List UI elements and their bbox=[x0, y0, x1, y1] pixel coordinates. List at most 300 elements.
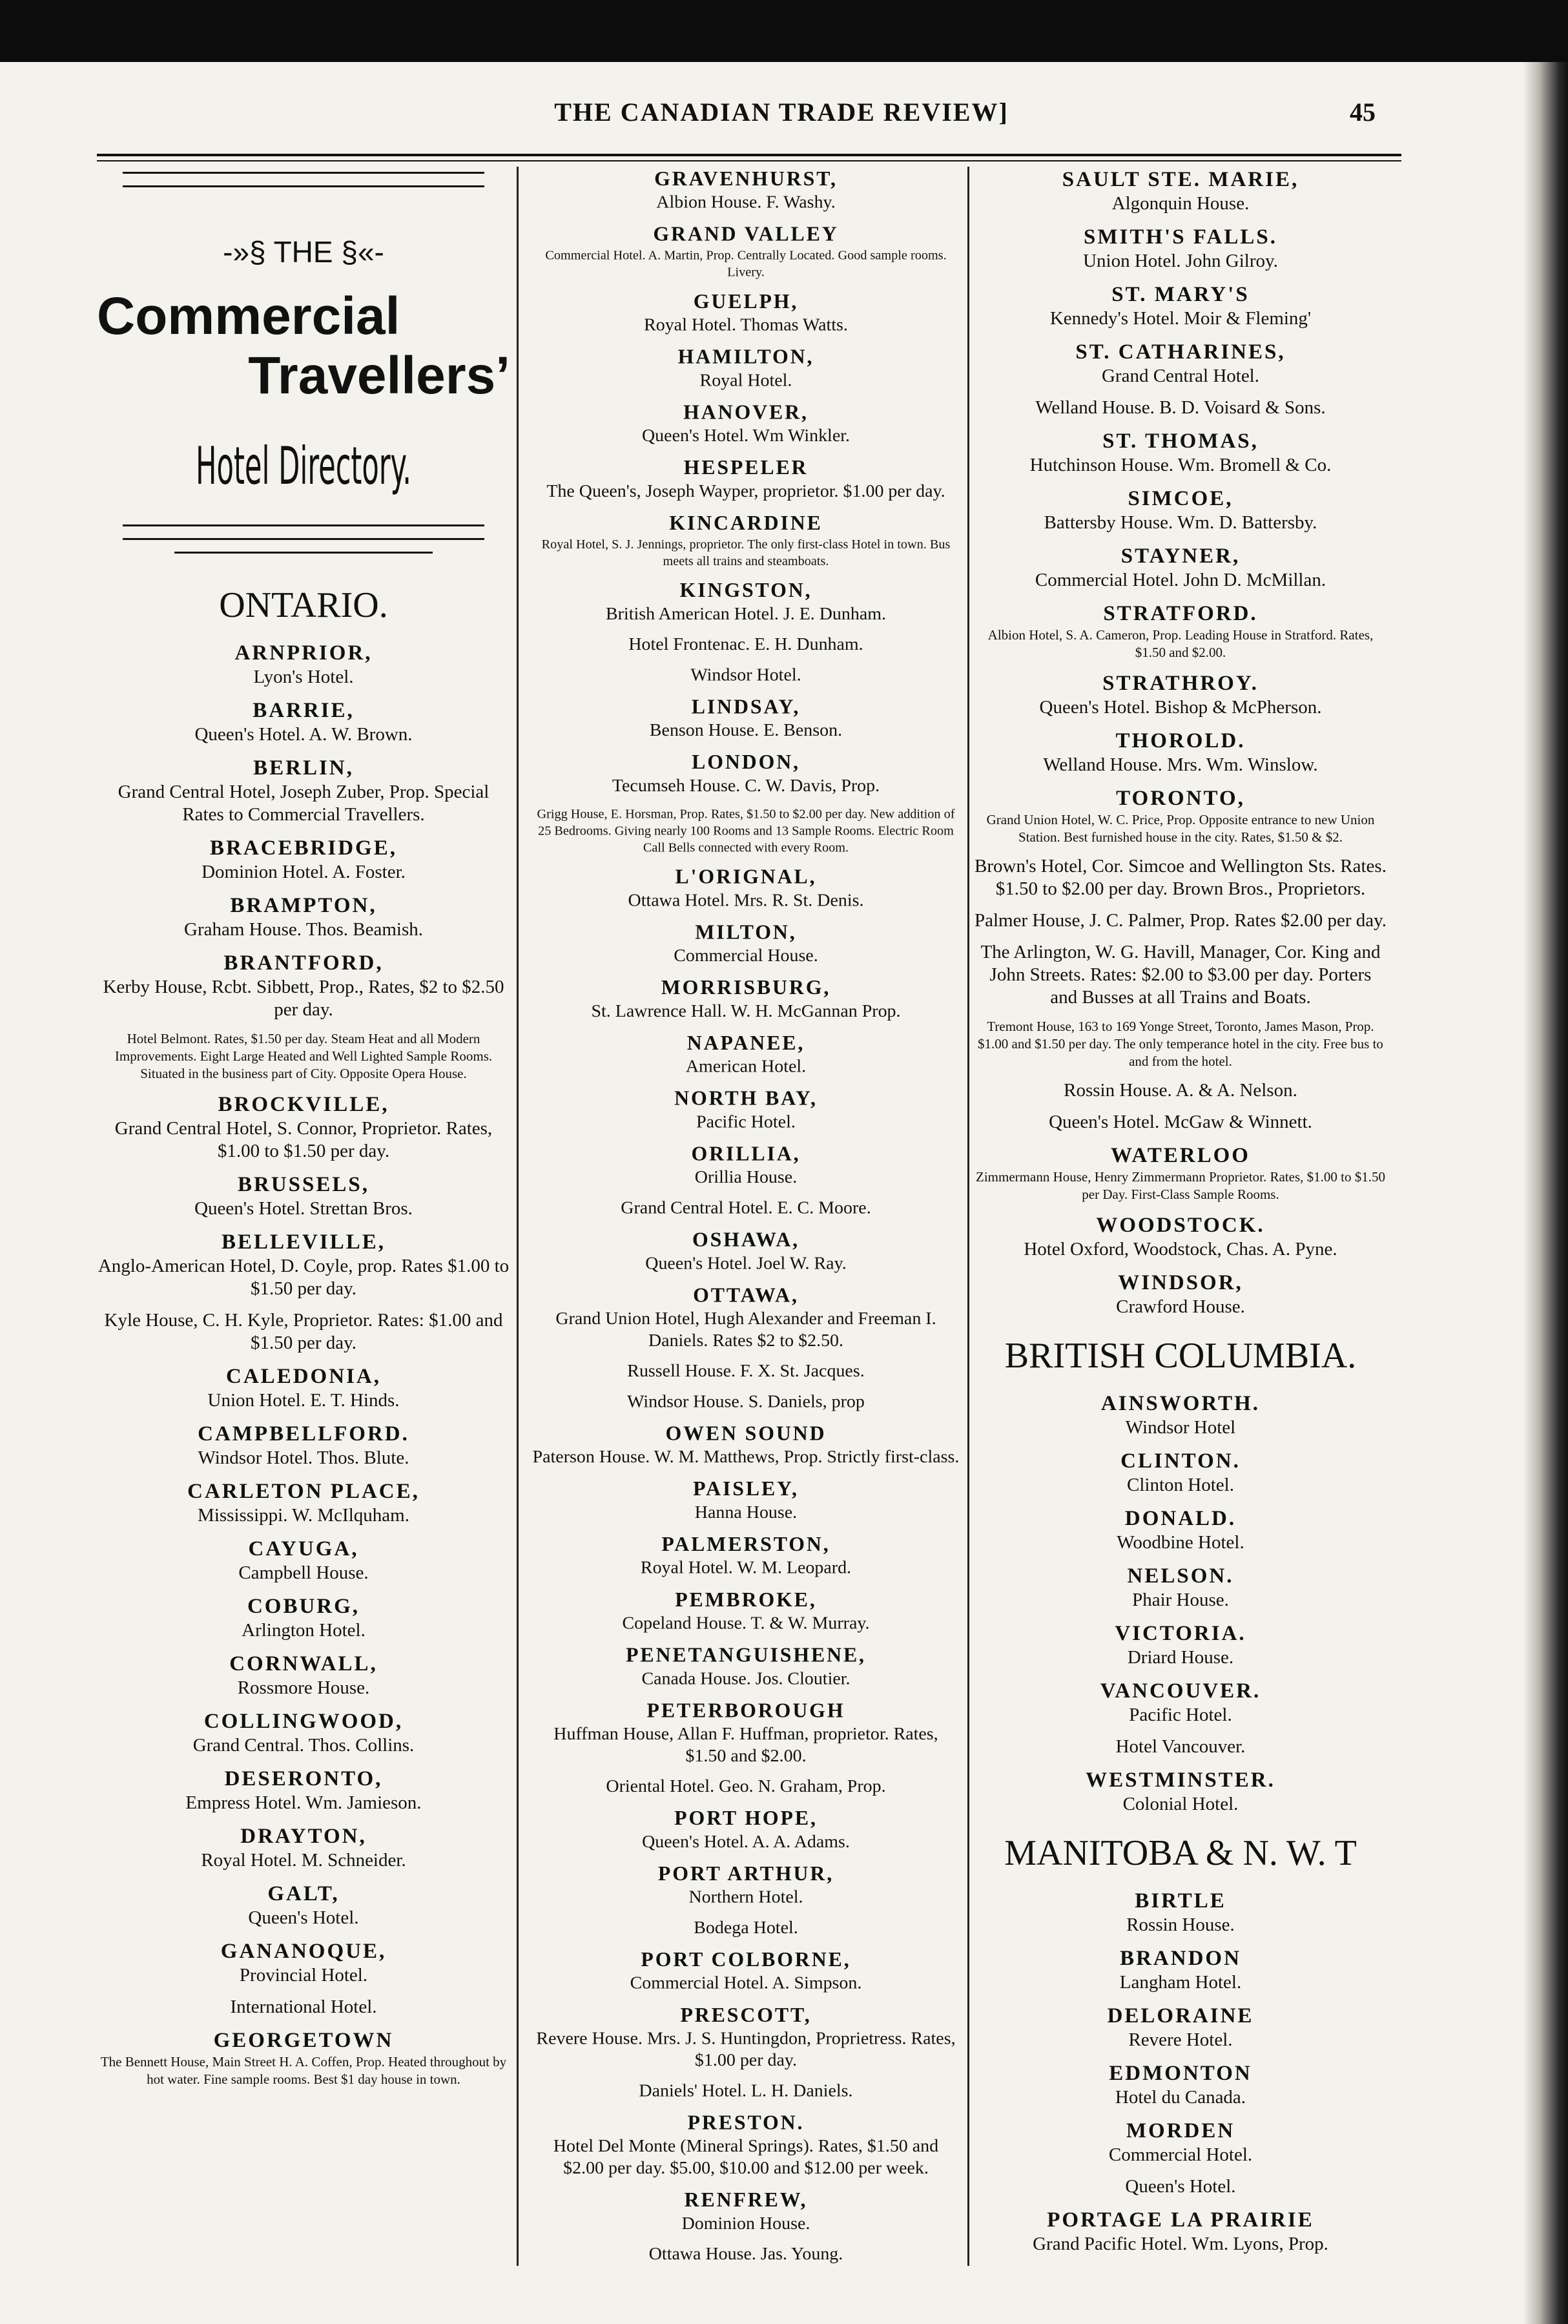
hotel-details: The Arlington, W. G. Havill, Manager, Cor. King and John Streets. Rates: $2.00 to $3.00 per day. Porters and Busses at all Trains and Boats. bbox=[980, 942, 1381, 1008]
hotel-details: Commercial Hotel. A. Simpson. bbox=[630, 1973, 862, 1993]
hotel-details: Dominion Hotel. A. Foster. bbox=[201, 862, 406, 882]
town-name: WINDSOR, bbox=[1118, 1271, 1243, 1294]
town-name: NELSON. bbox=[1127, 1564, 1234, 1588]
hotel-details: Provincial Hotel. bbox=[239, 1965, 368, 1986]
hotel-listing bbox=[974, 855, 1387, 900]
hotel-listing bbox=[531, 1283, 960, 1351]
hotel-details: Algonquin House. bbox=[1111, 193, 1250, 214]
hotel-listing bbox=[531, 634, 960, 656]
hotel-listing bbox=[531, 2243, 960, 2265]
hotel-details: Royal Hotel. M. Schneider. bbox=[201, 1850, 406, 1871]
town-name: CALEDONIA, bbox=[226, 1365, 381, 1388]
hotel-listing bbox=[97, 2028, 510, 2088]
town-name: NORTH BAY, bbox=[674, 1087, 818, 1110]
hotel-details: Royal Hotel. W. M. Leopard. bbox=[640, 1557, 852, 1578]
hotel-listing bbox=[974, 1506, 1387, 1554]
town-name: KINGSTON, bbox=[679, 579, 812, 602]
hotel-listing bbox=[531, 664, 960, 686]
hotel-details: Hotel Belmont. Rates, $1.50 per day. Steam Heat and all Modern Improvements. Eight Large Heated and Well Lighted Sample Rooms. Situated in the business part of City. Opposite Opera House. bbox=[114, 1031, 493, 1081]
hotel-details: Palmer House, J. C. Palmer, Prop. Rates $2.00 per day. bbox=[974, 910, 1387, 931]
hotel-listing bbox=[974, 1111, 1387, 1134]
town-name: DESERONTO, bbox=[224, 1767, 383, 1790]
hotel-listing bbox=[97, 1030, 510, 1083]
hotel-listing bbox=[531, 2003, 960, 2071]
hotel-details: Welland House. Mrs. Wm. Winslow. bbox=[1043, 754, 1318, 775]
hotel-details: Crawford House. bbox=[1116, 1296, 1245, 1317]
hotel-details: Union Hotel. John Gilroy. bbox=[1083, 251, 1278, 271]
hotel-details: Commercial House. bbox=[674, 945, 818, 966]
hotel-listing bbox=[97, 1229, 510, 1300]
hotel-listing bbox=[531, 1391, 960, 1413]
hotel-details: Grand Central Hotel. E. C. Moore. bbox=[621, 1198, 871, 1218]
hotel-listing bbox=[974, 1018, 1387, 1070]
town-name: L'ORIGNAL, bbox=[675, 866, 817, 889]
hotel-listing bbox=[531, 345, 960, 391]
hotel-listing bbox=[97, 1092, 510, 1163]
hotel-listing bbox=[531, 1643, 960, 1690]
town-name: ST. THOMAS, bbox=[1102, 430, 1259, 453]
hotel-details: Arlington Hotel. bbox=[242, 1620, 366, 1641]
hotel-details: Windsor Hotel. bbox=[690, 665, 801, 685]
hotel-details: Huffman House, Allan F. Huffman, proprietor. Rates, $1.50 and $2.00. bbox=[553, 1723, 938, 1766]
hotel-listing bbox=[531, 400, 960, 447]
town-name: WESTMINSTER. bbox=[1086, 1769, 1275, 1792]
directory-title bbox=[97, 172, 510, 560]
town-name: STRATFORD. bbox=[1103, 602, 1258, 625]
hotel-listing bbox=[974, 1079, 1387, 1102]
town-name: GALT, bbox=[267, 1882, 340, 1905]
hotel-listing bbox=[97, 755, 510, 826]
town-name: WATERLOO bbox=[1111, 1144, 1250, 1167]
town-name: AINSWORTH. bbox=[1100, 1392, 1261, 1415]
town-name: HESPELER bbox=[683, 457, 809, 479]
hotel-listing bbox=[974, 1270, 1387, 1318]
directory-word-hotel-directory: Hotel Directory. bbox=[196, 436, 411, 496]
town-name: PORT ARTHUR, bbox=[657, 1862, 834, 1885]
town-name: PORT COLBORNE, bbox=[641, 1948, 851, 1971]
town-name: SAULT STE. MARIE, bbox=[1062, 168, 1299, 191]
hotel-details: Northern Hotel. bbox=[688, 1887, 803, 1907]
hotel-listing bbox=[531, 1228, 960, 1274]
hotel-listing bbox=[97, 893, 510, 941]
town-name: BRAMPTON, bbox=[230, 894, 377, 917]
hotel-listing bbox=[531, 1947, 960, 1994]
town-name: BRACEBRIDGE, bbox=[210, 836, 397, 860]
hotel-listing bbox=[974, 486, 1387, 534]
region-heading: MANITOBA & N. W. T bbox=[1004, 1833, 1357, 1873]
hotel-listing bbox=[97, 1593, 510, 1642]
town-name: COLLINGWOOD, bbox=[203, 1710, 404, 1733]
hotel-listing bbox=[531, 1360, 960, 1382]
town-name: STRATHROY. bbox=[1102, 672, 1259, 695]
hotel-details: Windsor Hotel bbox=[1125, 1417, 1236, 1438]
town-name: SIMCOE, bbox=[1128, 487, 1233, 510]
hotel-listing bbox=[97, 1364, 510, 1412]
hotel-details: Windsor House. S. Daniels, prop bbox=[627, 1391, 865, 1412]
region-heading: BRITISH COLUMBIA. bbox=[1004, 1336, 1357, 1376]
town-name: DELORAINE bbox=[1107, 2004, 1254, 2028]
hotel-details: Rossin House. A. & A. Nelson. bbox=[1064, 1080, 1297, 1101]
town-name: LINDSAY, bbox=[691, 696, 801, 719]
scan-right-edge bbox=[1523, 62, 1568, 2324]
hotel-listing bbox=[97, 1172, 510, 1220]
hotel-details: Orillia House. bbox=[694, 1167, 798, 1187]
town-name: BARRIE, bbox=[253, 699, 355, 722]
hotel-listing bbox=[531, 2080, 960, 2102]
hotel-details: Kerby House, Rcbt. Sibbett, Prop., Rates, $2 to $2.50 per day. bbox=[103, 977, 504, 1020]
hotel-details: The Queen's, Joseph Wayper, proprietor. $1.00 per day. bbox=[546, 481, 945, 501]
hotel-details: Grand Central Hotel. bbox=[1101, 366, 1259, 386]
hotel-listing bbox=[974, 2060, 1387, 2109]
hotel-listing bbox=[974, 941, 1387, 1009]
hotel-details: Queen's Hotel. A. A. Adams. bbox=[642, 1831, 850, 1852]
town-name: PORTAGE LA PRAIRIE bbox=[1047, 2208, 1314, 2232]
hotel-listing bbox=[531, 1806, 960, 1852]
town-name: PRESTON. bbox=[687, 2111, 805, 2135]
hotel-details: Pacific Hotel. bbox=[1129, 1705, 1232, 1725]
hotel-details: Revere House. Mrs. J. S. Huntingdon, Proprietress. Rates, $1.00 per day. bbox=[536, 2028, 956, 2070]
town-name: CAMPBELLFORD. bbox=[198, 1422, 409, 1446]
town-name: HANOVER, bbox=[683, 401, 809, 424]
town-name: KINCARDINE bbox=[669, 512, 823, 535]
region-heading: ONTARIO. bbox=[219, 585, 388, 625]
hotel-listing bbox=[974, 1621, 1387, 1669]
town-name: CARLETON PLACE, bbox=[187, 1480, 420, 1503]
hotel-listing bbox=[531, 578, 960, 625]
hotel-listing bbox=[974, 670, 1387, 719]
town-name: BRUSSELS, bbox=[237, 1173, 369, 1196]
hotel-listing bbox=[531, 1862, 960, 1908]
town-name: GRAVENHURST, bbox=[654, 167, 838, 191]
hotel-details: Oriental Hotel. Geo. N. Graham, Prop. bbox=[606, 1776, 886, 1796]
hotel-listing bbox=[531, 1917, 960, 1939]
column-2 bbox=[531, 167, 960, 2274]
hotel-listing bbox=[97, 1766, 510, 1814]
hotel-listing bbox=[97, 1708, 510, 1757]
hotel-listing bbox=[974, 282, 1387, 330]
hotel-listing bbox=[531, 222, 960, 281]
town-name: BROCKVILLE, bbox=[218, 1093, 389, 1116]
hotel-listing bbox=[974, 2207, 1387, 2256]
town-name: EDMONTON bbox=[1109, 2062, 1252, 2085]
column-3 bbox=[974, 167, 1387, 2265]
hotel-listing bbox=[974, 1448, 1387, 1497]
hotel-listing bbox=[97, 640, 510, 689]
town-name: RENFREW, bbox=[684, 2189, 808, 2212]
hotel-listing bbox=[974, 224, 1387, 273]
hotel-listing bbox=[531, 865, 960, 911]
hotel-listing bbox=[97, 1536, 510, 1584]
hotel-details: Ottawa Hotel. Mrs. R. St. Denis. bbox=[628, 890, 864, 911]
hotel-listing bbox=[974, 1888, 1387, 1936]
town-name: PENETANGUISHENE, bbox=[626, 1644, 866, 1667]
town-name: NAPANEE, bbox=[686, 1032, 805, 1055]
hotel-details: Daniels' Hotel. L. H. Daniels. bbox=[639, 2080, 853, 2101]
hotel-details: Grand Central Hotel, S. Connor, Proprietor. Rates, $1.00 to $1.50 per day. bbox=[114, 1118, 493, 1161]
hotel-listing bbox=[974, 2175, 1387, 2198]
town-name: OWEN SOUND bbox=[665, 1422, 827, 1446]
town-name: STAYNER, bbox=[1120, 545, 1241, 568]
hotel-details: Tecumseh House. C. W. Davis, Prop. bbox=[612, 775, 880, 796]
hotel-details: British American Hotel. J. E. Dunham. bbox=[605, 603, 887, 624]
hotel-details: Hutchinson House. Wm. Bromell & Co. bbox=[1029, 455, 1332, 475]
hotel-details: Lyon's Hotel. bbox=[253, 667, 354, 687]
page-header bbox=[0, 97, 1568, 155]
hotel-listing bbox=[974, 601, 1387, 661]
column-divider bbox=[967, 167, 969, 2266]
hotel-listing bbox=[531, 167, 960, 213]
town-name: TORONTO, bbox=[1116, 787, 1245, 810]
hotel-listing bbox=[974, 1212, 1387, 1261]
hotel-details: Hotel Oxford, Woodstock, Chas. A. Pyne. bbox=[1024, 1239, 1337, 1260]
town-name: MORDEN bbox=[1126, 2119, 1235, 2142]
hotel-details: Queen's Hotel. Bishop & McPherson. bbox=[1039, 697, 1322, 718]
hotel-listing bbox=[531, 1477, 960, 1523]
hotel-details: Brown's Hotel, Cor. Simcoe and Wellington Sts. Rates. $1.50 to $2.00 per day. Brown Bros., Proprietors. bbox=[975, 856, 1387, 899]
hotel-listing bbox=[531, 1776, 960, 1798]
hotel-details: Phair House. bbox=[1132, 1590, 1229, 1610]
hotel-listing bbox=[531, 1031, 960, 1077]
hotel-listing bbox=[974, 728, 1387, 776]
hotel-listing bbox=[531, 750, 960, 796]
hotel-details: American Hotel. bbox=[685, 1056, 807, 1077]
hotel-details: Clinton Hotel. bbox=[1127, 1475, 1234, 1495]
hotel-listing bbox=[531, 975, 960, 1022]
hotel-details: Windsor Hotel. Thos. Blute. bbox=[198, 1447, 409, 1468]
page-number: 45 bbox=[1350, 98, 1376, 127]
hotel-details: Queen's Hotel. Wm Winkler. bbox=[641, 426, 850, 446]
hotel-listing bbox=[974, 1563, 1387, 1612]
town-name: PORT HOPE, bbox=[674, 1807, 818, 1830]
town-name: ST. CATHARINES, bbox=[1075, 340, 1286, 364]
hotel-details: Kyle House, C. H. Kyle, Proprietor. Rates: $1.00 and $1.50 per day. bbox=[104, 1310, 503, 1353]
hotel-listing bbox=[974, 397, 1387, 419]
hotel-listing bbox=[974, 1678, 1387, 1727]
hotel-details: Grand Central Hotel, Joseph Zuber, Prop. Special Rates to Commercial Travellers. bbox=[118, 782, 490, 825]
hotel-details: Battersby House. Wm. D. Battersby. bbox=[1044, 512, 1317, 533]
town-name: OSHAWA, bbox=[692, 1229, 800, 1252]
hotel-listing bbox=[97, 1651, 510, 1699]
hotel-listing bbox=[974, 1391, 1387, 1439]
hotel-details: Tremont House, 163 to 169 Yonge Street, Toronto, James Mason, Prop. $1.00 and $1.50 per day. The only temperance hotel in the city. Free bus to and from the hotel. bbox=[978, 1019, 1383, 1069]
hotel-details: Rossmore House. bbox=[237, 1677, 370, 1698]
hotel-listing bbox=[97, 1938, 510, 1987]
hotel-listing bbox=[974, 339, 1387, 388]
hotel-details: Woodbine Hotel. bbox=[1117, 1532, 1244, 1553]
hotel-details: Rossin House. bbox=[1126, 1914, 1235, 1935]
hotel-details: The Bennett House, Main Street H. A. Coffen, Prop. Heated throughout by hot water. Fine sample rooms. Best $1 day house in town. bbox=[100, 2054, 507, 2087]
hotel-details: Grand Pacific Hotel. Wm. Lyons, Prop. bbox=[1033, 2234, 1328, 2254]
hotel-listing bbox=[974, 1143, 1387, 1203]
hotel-listing bbox=[974, 2003, 1387, 2051]
hotel-listing bbox=[97, 1309, 510, 1354]
town-name: WOODSTOCK. bbox=[1096, 1214, 1265, 1237]
town-name: MILTON, bbox=[695, 921, 797, 944]
town-name: SMITH'S FALLS. bbox=[1084, 225, 1277, 249]
hotel-listing bbox=[531, 2188, 960, 2234]
hotel-listing bbox=[97, 1996, 510, 2018]
hotel-listing bbox=[531, 1421, 960, 1468]
town-name: GEORGETOWN bbox=[213, 2029, 394, 2052]
town-name: PETERBOROUGH bbox=[646, 1699, 845, 1723]
hotel-details: Empress Hotel. Wm. Jamieson. bbox=[185, 1792, 422, 1813]
town-name: DONALD. bbox=[1124, 1507, 1237, 1530]
hotel-listing bbox=[531, 805, 960, 856]
hotel-details: Grand Central. Thos. Collins. bbox=[192, 1735, 415, 1756]
hotel-details: Hotel du Canada. bbox=[1115, 2087, 1246, 2108]
hotel-listing bbox=[531, 1086, 960, 1133]
town-name: GUELPH, bbox=[693, 290, 799, 313]
hotel-listing bbox=[974, 1736, 1387, 1758]
hotel-details: Paterson House. W. M. Matthews, Prop. Strictly first-class. bbox=[532, 1446, 960, 1467]
header-rule bbox=[97, 154, 1401, 156]
hotel-listing bbox=[974, 1767, 1387, 1816]
hotel-listing bbox=[531, 1698, 960, 1767]
hotel-details: St. Lawrence Hall. W. H. McGannan Prop. bbox=[591, 1001, 901, 1021]
hotel-details: Commercial Hotel. A. Martin, Prop. Centrally Located. Good sample rooms. Livery. bbox=[545, 247, 947, 280]
column-divider bbox=[517, 167, 519, 2266]
hotel-details: Commercial Hotel. bbox=[1108, 2144, 1253, 2165]
hotel-details: Zimmermann House, Henry Zimmermann Proprietor. Rates, $1.00 to $1.50 per Day. First-Class Sample Rooms. bbox=[976, 1169, 1385, 1202]
hotel-details: Grand Union Hotel, W. C. Price, Prop. Opposite entrance to new Union Station. Best furnished house in the city. Rates, $1.50 & $2. bbox=[986, 812, 1375, 845]
hotel-listing bbox=[974, 543, 1387, 592]
hotel-details: Queen's Hotel. bbox=[1125, 2176, 1236, 2197]
hotel-details: Revere Hotel. bbox=[1128, 2029, 1233, 2050]
hotel-listing bbox=[97, 698, 510, 746]
column-2-listings bbox=[531, 167, 960, 2265]
hotel-listing bbox=[97, 835, 510, 884]
hotel-listing bbox=[531, 2111, 960, 2179]
hotel-details: Queen's Hotel. Strettan Bros. bbox=[194, 1198, 413, 1219]
hotel-details: Dominion House. bbox=[681, 2213, 810, 2234]
hotel-details: Queen's Hotel. bbox=[248, 1907, 359, 1928]
hotel-details: Royal Hotel. Thomas Watts. bbox=[644, 315, 848, 335]
town-name: MORRISBURG, bbox=[661, 977, 831, 999]
hotel-listing bbox=[531, 289, 960, 336]
directory-word-travellers: Travellers’ bbox=[248, 346, 510, 405]
hotel-details: Driard House. bbox=[1127, 1647, 1234, 1668]
hotel-details: Grigg House, E. Horsman, Prop. Rates, $1.50 to $2.00 per day. New addition of 25 Bedrooms. Giving nearly 100 Rooms and 13 Sample Rooms. Electric Room Call Bells connected with every Room. bbox=[537, 806, 955, 855]
town-name: HAMILTON, bbox=[677, 346, 814, 369]
hotel-details: Hanna House. bbox=[694, 1502, 798, 1522]
hotel-details: Kennedy's Hotel. Moir & Fleming' bbox=[1049, 308, 1312, 329]
hotel-listing bbox=[97, 1478, 510, 1527]
hotel-details: Canada House. Jos. Cloutier. bbox=[641, 1668, 851, 1689]
directory-the: -»§ THE §«- bbox=[223, 235, 384, 269]
hotel-listing bbox=[974, 167, 1387, 215]
hotel-details: Grand Union Hotel, Hugh Alexander and Freeman I. Daniels. Rates $2 to $2.50. bbox=[555, 1308, 936, 1351]
town-name: PRESCOTT, bbox=[680, 2004, 812, 2027]
hotel-details: Campbell House. bbox=[238, 1562, 369, 1583]
hotel-details: Benson House. E. Benson. bbox=[649, 720, 843, 740]
hotel-details: Union Hotel. E. T. Hinds. bbox=[207, 1390, 400, 1411]
hotel-listing bbox=[531, 1142, 960, 1188]
town-name: BERLIN, bbox=[253, 756, 354, 780]
hotel-listing bbox=[974, 428, 1387, 477]
hotel-listing bbox=[531, 920, 960, 966]
column-1 bbox=[97, 167, 510, 2097]
hotel-details: Queen's Hotel. Joel W. Ray. bbox=[645, 1253, 847, 1274]
hotel-details: Copeland House. T. & W. Murray. bbox=[622, 1613, 870, 1634]
town-name: LONDON, bbox=[692, 751, 800, 774]
hotel-listing bbox=[531, 1197, 960, 1219]
town-name: THOROLD. bbox=[1115, 729, 1246, 752]
town-name: VICTORIA. bbox=[1115, 1622, 1246, 1645]
town-name: BIRTLE bbox=[1135, 1889, 1226, 1913]
hotel-details: Colonial Hotel. bbox=[1122, 1794, 1239, 1814]
town-name: DRAYTON, bbox=[240, 1825, 367, 1848]
town-name: PALMERSTON, bbox=[661, 1533, 830, 1556]
town-name: BRANDON bbox=[1120, 1947, 1241, 1970]
town-name: ST. MARY'S bbox=[1111, 283, 1250, 306]
hotel-listing bbox=[97, 950, 510, 1021]
town-name: CLINTON. bbox=[1120, 1449, 1241, 1473]
hotel-listing bbox=[531, 694, 960, 741]
column-1-listings bbox=[97, 582, 510, 2088]
hotel-details: Graham House. Thos. Beamish. bbox=[184, 919, 423, 940]
hotel-details: Royal Hotel, S. J. Jennings, proprietor. The only first-class Hotel in town. Bus meets all trains and steamboats. bbox=[541, 536, 951, 568]
hotel-details: Albion Hotel, S. A. Cameron, Prop. Leading House in Stratford. Rates, $1.50 and $2.00. bbox=[987, 627, 1374, 660]
hotel-details: International Hotel. bbox=[230, 1997, 377, 2017]
hotel-listing bbox=[974, 1945, 1387, 1994]
town-name: CAYUGA, bbox=[248, 1537, 359, 1561]
hotel-listing bbox=[531, 1532, 960, 1579]
hotel-listing bbox=[974, 2118, 1387, 2166]
town-name: BRANTFORD, bbox=[223, 951, 384, 975]
town-name: COBURG, bbox=[247, 1595, 360, 1618]
header-rule-thin bbox=[97, 160, 1401, 161]
hotel-details: Mississippi. W. McIlquham. bbox=[198, 1505, 409, 1526]
hotel-listing bbox=[974, 909, 1387, 932]
town-name: ORILLIA, bbox=[691, 1143, 801, 1166]
hotel-listing bbox=[97, 1881, 510, 1929]
town-name: GRAND VALLEY bbox=[653, 223, 839, 246]
hotel-details: Pacific Hotel. bbox=[696, 1112, 796, 1132]
hotel-listing bbox=[974, 785, 1387, 846]
hotel-details: Commercial Hotel. John D. McMillan. bbox=[1035, 570, 1326, 590]
hotel-details: Bodega Hotel. bbox=[694, 1917, 798, 1938]
town-name: PAISLEY, bbox=[693, 1478, 799, 1500]
hotel-listing bbox=[97, 1421, 510, 1469]
hotel-details: Hotel Del Monte (Mineral Springs). Rates, $1.50 and $2.00 per day. $5.00, $10.00 and $12.00 per week. bbox=[553, 2136, 939, 2178]
column-3-listings bbox=[974, 167, 1387, 2256]
town-name: ARNPRIOR, bbox=[234, 641, 373, 665]
hotel-details: Royal Hotel. bbox=[699, 370, 792, 391]
running-title: THE CANADIAN TRADE REVIEW] bbox=[554, 98, 1009, 127]
town-name: BELLEVILLE, bbox=[221, 1230, 386, 1254]
hotel-details: Queen's Hotel. McGaw & Winnett. bbox=[1049, 1112, 1312, 1132]
scan-top-border bbox=[0, 0, 1568, 62]
hotel-details: Anglo-American Hotel, D. Coyle, prop. Rates $1.00 to $1.50 per day. bbox=[98, 1256, 510, 1299]
hotel-listing bbox=[531, 511, 960, 570]
directory-word-commercial: Commercial bbox=[97, 287, 400, 346]
town-name: OTTAWA, bbox=[693, 1284, 799, 1307]
hotel-listing bbox=[531, 1588, 960, 1634]
hotel-details: Hotel Frontenac. E. H. Dunham. bbox=[628, 634, 863, 654]
hotel-listing bbox=[97, 1823, 510, 1872]
town-name: GANANOQUE, bbox=[220, 1940, 387, 1963]
hotel-details: Hotel Vancouver. bbox=[1115, 1736, 1246, 1757]
hotel-details: Russell House. F. X. St. Jacques. bbox=[627, 1360, 865, 1381]
hotel-details: Langham Hotel. bbox=[1119, 1972, 1242, 1993]
hotel-details: Albion House. F. Washy. bbox=[656, 192, 836, 213]
hotel-details: Ottawa House. Jas. Young. bbox=[648, 2243, 843, 2264]
town-name: VANCOUVER. bbox=[1100, 1679, 1261, 1703]
town-name: PEMBROKE, bbox=[675, 1588, 817, 1612]
hotel-details: Queen's Hotel. A. W. Brown. bbox=[194, 724, 413, 745]
hotel-listing bbox=[531, 455, 960, 502]
town-name: CORNWALL, bbox=[229, 1652, 378, 1676]
